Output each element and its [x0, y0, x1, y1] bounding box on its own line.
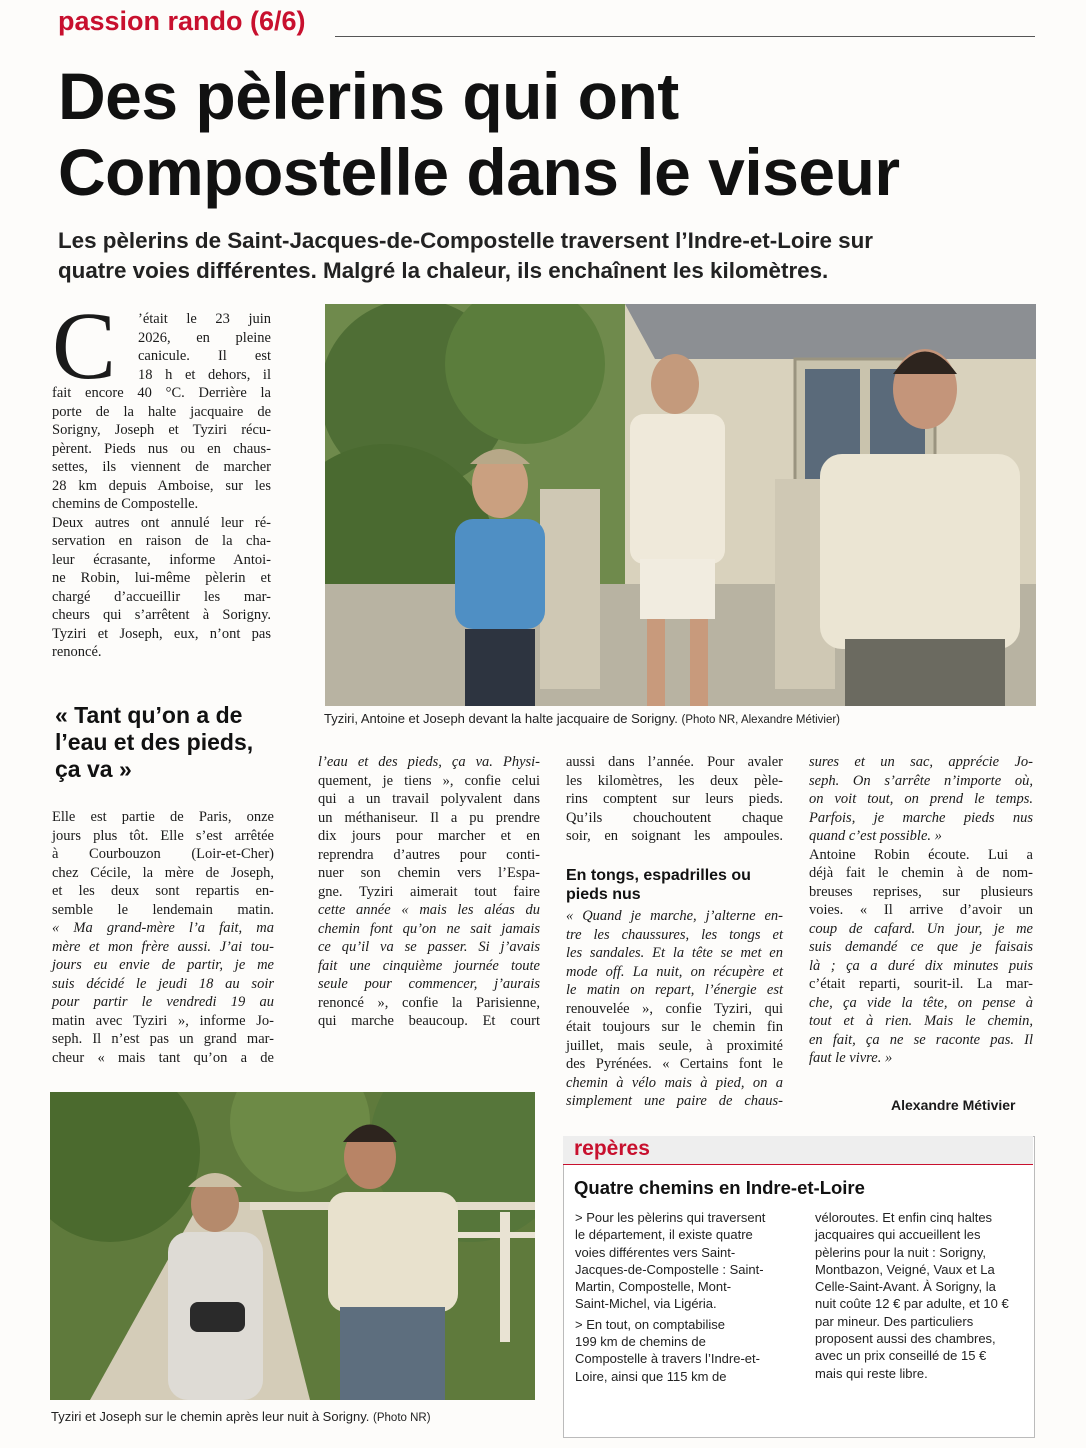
- text-line: pèrent. Pieds nus ou en chaus-: [52, 440, 271, 457]
- text-line: Tyziri et Joseph, eux, n’ont pas: [52, 625, 271, 642]
- text-line: leur écrasante, informe Antoi-: [52, 551, 271, 568]
- text-line: qui marche beaucoup. Et court: [318, 1013, 540, 1029]
- text-line: servation en raison de la cha-: [52, 533, 271, 549]
- text-line: ’était le 23 juin: [138, 311, 271, 327]
- text-line: seph. On s’arrête n’importe où,: [809, 772, 1033, 789]
- subhead-line: En tongs, espadrilles ou: [566, 867, 751, 884]
- column-1: [52, 808, 274, 1067]
- box-line: Saint-Michel, via Ligéria.: [575, 1296, 717, 1312]
- text-line: quand c’est possible. »: [809, 828, 942, 844]
- column-3-top: [566, 753, 783, 846]
- text-line: soir, en soignant les ampoules.: [566, 828, 783, 844]
- photo-illustration: [50, 1092, 535, 1400]
- text-line: chemin font qu’on ne sait jamais: [318, 920, 540, 937]
- text-line: reprendra d’autres pour conti-: [318, 846, 540, 863]
- text-line: dix jours pour marcher et en: [318, 828, 540, 844]
- text-line: canicule. Il est: [138, 348, 271, 364]
- text-line: quement, je tiens », confie celui: [318, 772, 540, 789]
- headline-line: Compostelle dans le viseur: [58, 135, 900, 209]
- headline-line: Des pèlerins qui ont: [58, 59, 679, 133]
- subhead-line: pieds nus: [566, 886, 641, 903]
- text-line: chemin à vélo mais à pied, on a: [566, 1074, 783, 1091]
- text-line: tout et à rien. Mais le chemin,: [809, 1013, 1033, 1029]
- box-line: pèlerins pour la nuit : Sorigny,: [815, 1244, 987, 1260]
- reperes-left-column: [575, 1209, 765, 1385]
- subhead-line: l’eau et des pieds,: [55, 729, 254, 755]
- text-line: porte de la halte jacquaire de: [52, 403, 271, 420]
- text-line: l’eau et des pieds, ça va. Physi-: [318, 754, 540, 770]
- caption-credit: (Photo NR, Alexandre Métivier): [681, 714, 841, 726]
- author-signature: Alexandre Métivier: [891, 1097, 1016, 1113]
- text-line: simplement une paire de chaus-: [566, 1093, 783, 1109]
- box-line: proposent aussi des chambres,: [815, 1331, 996, 1347]
- subhead-line: « Tant qu’on a de: [55, 702, 243, 728]
- text-line: Sorigny, Joseph et Tyziri récu-: [52, 422, 271, 438]
- text-line: en fait, ça ne se raconte pas. Il: [809, 1031, 1033, 1048]
- text-line: voies. « Il arrive d’avoir un: [809, 902, 1033, 918]
- text-line: là ; ça a duré dix minutes puis: [809, 957, 1033, 974]
- box-line: Martin, Compostelle, Mont-: [575, 1279, 732, 1295]
- text-line: coup de cafard. Un jour, je me: [809, 920, 1033, 937]
- text-line: et les deux sont repartis en-: [52, 883, 274, 899]
- text-line: renouvelée », confie Tyziri, qui: [566, 1000, 783, 1017]
- text-line: sures et un sac, apprécie Jo-: [809, 754, 1033, 770]
- text-line: 28 km depuis Amboise, sur les: [52, 477, 271, 494]
- text-line: c’était reparti, sourit-il. La mar-: [809, 976, 1033, 992]
- standfirst-line: Les pèlerins de Saint-Jacques-de-Compostelle traversent l’Indre-et-Loire sur: [58, 228, 873, 253]
- text-line: les sandales. Et la tête se met en: [566, 945, 783, 961]
- box-line: 199 km de chemins de: [575, 1334, 706, 1350]
- subhead-quote: [55, 702, 253, 783]
- text-line: était toujours sur le chemin fin: [566, 1019, 783, 1035]
- box-line: Montbazon, Veigné, Vaux et La: [815, 1261, 995, 1277]
- text-line: chargé d’accueillir les mar-: [52, 588, 271, 605]
- intro-paragraph-top: [138, 310, 271, 384]
- caption-text: Tyziri et Joseph sur le chemin après leur nuit à Sorigny.: [51, 1409, 370, 1424]
- kicker-rule: [335, 36, 1035, 37]
- text-line: ce qu’il va se passer. Si j’avais: [318, 939, 540, 955]
- box-line: le département, il existe quatre: [575, 1227, 753, 1243]
- text-line: che, ça vide la tête, on pense à: [809, 994, 1033, 1011]
- box-line: > Pour les pèlerins qui traversent: [575, 1210, 766, 1225]
- text-line: cheurs qui s’arrêtent à Sorigny.: [52, 607, 271, 623]
- headline: [58, 58, 1058, 210]
- text-line: gne. Tyziri aimerait tout faire: [318, 883, 540, 900]
- text-line: breuses reprises, sur plusieurs: [809, 883, 1033, 900]
- text-line: juillet, mais seule, à proximité: [566, 1037, 783, 1054]
- standfirst-line: quatre voies différentes. Malgré la chaleur, ils enchaînent les kilomètres.: [58, 258, 829, 283]
- text-line: à Courbouzon (Loir-et-Cher): [52, 846, 274, 862]
- text-line: aussi dans l’année. Pour avaler: [566, 754, 783, 770]
- text-line: suis décidé le jeudi 18 au soir: [52, 975, 274, 992]
- photo-pilgrims-on-path: [50, 1092, 535, 1400]
- text-line: « Ma grand-mère l’a fait, ma: [52, 920, 274, 936]
- box-line: Loire, ainsi que 115 km de: [575, 1368, 727, 1384]
- text-line: jours plus tôt. Elle s’est arrêtée: [52, 827, 274, 844]
- text-line: renoncé.: [52, 644, 102, 660]
- subhead-line: ça va »: [55, 756, 132, 782]
- text-line: on voit tout, on prend le temps.: [809, 791, 1033, 807]
- text-line: Qu’ils chouchoutent chaque: [566, 809, 783, 826]
- text-line: matin avec Tyziri », informe Jo-: [52, 1012, 274, 1029]
- photo-caption-1: [324, 711, 840, 726]
- box-line: véloroutes. Et enfin cinq haltes: [815, 1210, 993, 1225]
- text-line: Parfois, je marche pieds nus: [809, 809, 1033, 826]
- text-line: des Pyrénées. « Certains font le: [566, 1056, 783, 1072]
- text-line: le matin on repart, l’énergie est: [566, 982, 783, 998]
- text-line: ne Robin, lui-même pèlerin et: [52, 570, 271, 586]
- subhead-tongs: [566, 866, 751, 904]
- box-line: avec un prix conseillé de 15 €: [815, 1348, 987, 1364]
- reperes-title: Quatre chemins en Indre-et-Loire: [574, 1177, 865, 1198]
- text-line: semble le lendemain matin.: [52, 901, 274, 918]
- text-line: mère et mon frère aussi. J’ai tou-: [52, 938, 274, 955]
- text-line: Elle est partie de Paris, onze: [52, 809, 274, 825]
- text-line: nuer son chemin vers l’Espa-: [318, 865, 540, 881]
- text-line: 18 h et dehors, il: [138, 366, 271, 383]
- text-line: seph. Il n’est pas un grand mar-: [52, 1031, 274, 1047]
- text-line: settes, ils viennent de marcher: [52, 459, 271, 475]
- reperes-right-column: [815, 1209, 1009, 1382]
- text-line: seule pour commencer, j’aurais: [318, 976, 540, 992]
- text-line: qui a un travail polyvalent dans: [318, 791, 540, 807]
- photo-illustration: [325, 304, 1036, 706]
- caption-credit: (Photo NR): [373, 1412, 431, 1424]
- text-line: rins comptent sur leurs pieds.: [566, 791, 783, 807]
- drop-cap: C: [52, 292, 117, 399]
- text-line: chez Cécile, la mère de Joseph,: [52, 864, 274, 881]
- text-line: déjà fait le chemin à de nom-: [809, 865, 1033, 881]
- reperes-label: repères: [574, 1137, 650, 1160]
- column-3: [566, 907, 783, 1111]
- text-line: fait une cinquième journée toute: [318, 957, 540, 974]
- text-line: Antoine Robin écoute. Lui a: [809, 846, 1033, 863]
- text-line: jours eu envie de partir, je me: [52, 957, 274, 973]
- box-line: jacquaires qui accueillent les: [815, 1227, 981, 1243]
- photo-pilgrims-at-gate: [325, 304, 1036, 706]
- text-line: pour partir le vendredi 19 au: [52, 994, 274, 1010]
- text-line: mode off. La nuit, on récupère et: [566, 963, 783, 980]
- text-line: chemins de Compostelle.: [52, 496, 199, 512]
- text-line: fait encore 40 °C. Derrière la: [52, 385, 271, 401]
- text-line: renoncé », confie la Parisienne,: [318, 994, 540, 1011]
- box-line: par mineur. Des particuliers: [815, 1313, 974, 1329]
- standfirst: [58, 226, 1058, 286]
- text-line: Deux autres ont annulé leur ré-: [52, 514, 271, 531]
- box-line: > En tout, on comptabilise: [575, 1316, 725, 1332]
- text-line: suis demandé ce que je faisais: [809, 939, 1033, 955]
- section-kicker: passion rando (6/6): [58, 6, 306, 36]
- text-line: cheur « mais tant qu’on a de: [52, 1049, 274, 1066]
- column-4: [809, 753, 1033, 1068]
- box-line: Compostelle à travers l’Indre-et-: [575, 1351, 760, 1367]
- intro-paragraph: [52, 384, 271, 662]
- text-line: les kilomètres, les deux pèle-: [566, 772, 783, 789]
- text-line: 2026, en pleine: [138, 329, 271, 346]
- box-line: nuit coûte 12 € par adulte, et 10 €: [815, 1296, 1009, 1312]
- box-line: voies différentes vers Saint-: [575, 1244, 736, 1260]
- text-line: « Quand je marche, j’alterne en-: [566, 908, 783, 924]
- box-line: Jacques-de-Compostelle : Saint-: [575, 1261, 764, 1277]
- column-2: [318, 753, 540, 1031]
- text-line: cette année « mais les aléas du: [318, 902, 540, 918]
- text-line: tre les chaussures, les tongs et: [566, 926, 783, 943]
- text-line: un méthaniseur. Il a pu prendre: [318, 809, 540, 826]
- box-line: mais qui reste libre.: [815, 1365, 928, 1381]
- caption-text: Tyziri, Antoine et Joseph devant la halte jacquaire de Sorigny.: [324, 711, 678, 726]
- box-line: Celle-Saint-Avant. À Sorigny, la: [815, 1279, 996, 1295]
- text-line: faut le vivre. »: [809, 1050, 893, 1066]
- photo-caption-2: [51, 1409, 431, 1424]
